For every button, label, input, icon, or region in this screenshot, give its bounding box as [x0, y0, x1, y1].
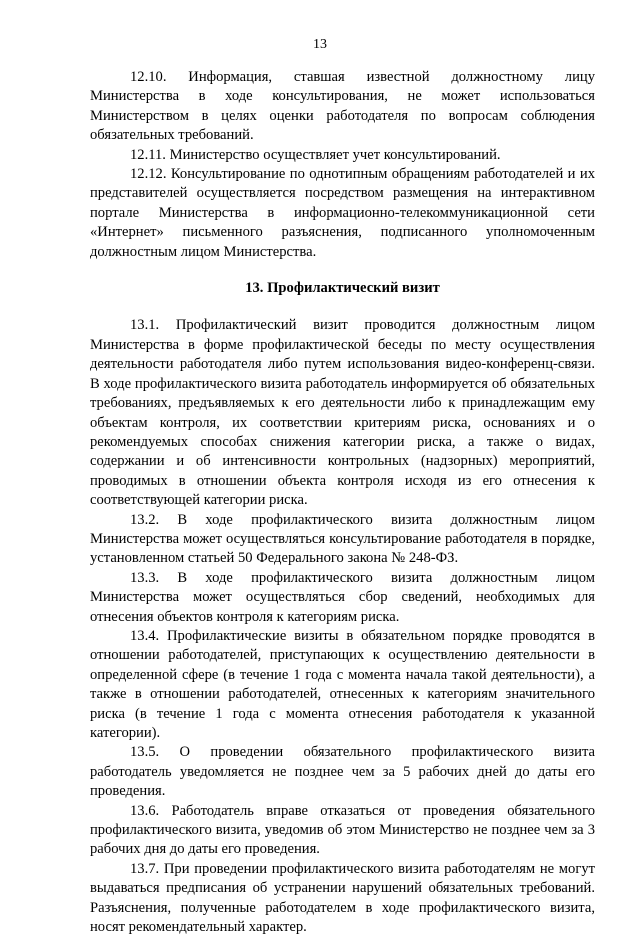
- paragraph-12-12: 12.12. Консультирование по однотипным обращениям работодателей и их представителей осуществляется посредством размещения на интерактивном портале Министерства в информационно-телекоммуникационной сети «Интернет» письменного разъяснения, подписанного уполномоченным должностным лицом Министерства.: [90, 166, 595, 260]
- paragraph-13-4: 13.4. Профилактические визиты в обязательном порядке проводятся в отношении работодателей, приступающих к осуществлению деятельности в определенной сфере (в течение 1 года с момента начала такой деятельности), а также в отношении работодателей, отнесенных к категориям значительного риска (в течение 1 года с момента отнесения работодателя к указанной категории).: [90, 627, 595, 741]
- paragraph-13-5: 13.5. О проведении обязательного профилактического визита работодатель уведомляется не позднее чем за 5 рабочих дней до даты его проведения.: [90, 744, 595, 800]
- paragraph-12-10: 12.10. Информация, ставшая известной должностному лицу Министерства в ходе консультирования, не может использоваться Министерством в целях оценки работодателя по вопросам соблюдения обязательных требований.: [90, 69, 595, 144]
- paragraph-13-1: 13.1. Профилактический визит проводится должностным лицом Министерства в форме профилактической беседы по месту осуществления деятельности работодателя либо путем использования видео-конференц-связи. В ходе профилактического визита работодатель информируется об обязательных требованиях, предъявляемых к его деятельности либо к принадлежащим ему объектам контроля, их соответствии критериям риска, основаниях и о рекомендуемых способах снижения категории риска, а также о видах, содержании и об интенсивности контрольных (надзорных) мероприятий, проводимых в отношении объекта контроля исходя из его отнесения к соответствующей категории риска.: [90, 317, 595, 509]
- paragraph-13-6: 13.6. Работодатель вправе отказаться от проведения обязательного профилактического визита, уведомив об этом Министерство не позднее чем за 3 рабочих дня до даты его проведения.: [90, 802, 595, 858]
- paragraph-13-7: 13.7. При проведении профилактического визита работодателям не могут выдаваться предписания об устранении нарушений обязательных требований. Разъяснения, полученные работодателем в ходе профилактического визита, носят рекомендательный характер.: [90, 860, 595, 936]
- paragraph-13-3: 13.3. В ходе профилактического визита должностным лицом Министерства может осуществляться сбор сведений, необходимых для отнесения объектов контроля к категориям риска.: [90, 569, 595, 625]
- document-body: [90, 68, 595, 937]
- paragraph-13-2: 13.2. В ходе профилактического визита должностным лицом Министерства может осуществляться консультирование работодателя в порядке, установленном статьей 50 Федерального закона № 248-ФЗ.: [90, 511, 595, 567]
- page-number: 13: [313, 37, 327, 52]
- paragraph-12-11: 12.11. Министерство осуществляет учет консультирований.: [130, 146, 501, 163]
- section-title: 13. Профилактический визит: [245, 280, 440, 297]
